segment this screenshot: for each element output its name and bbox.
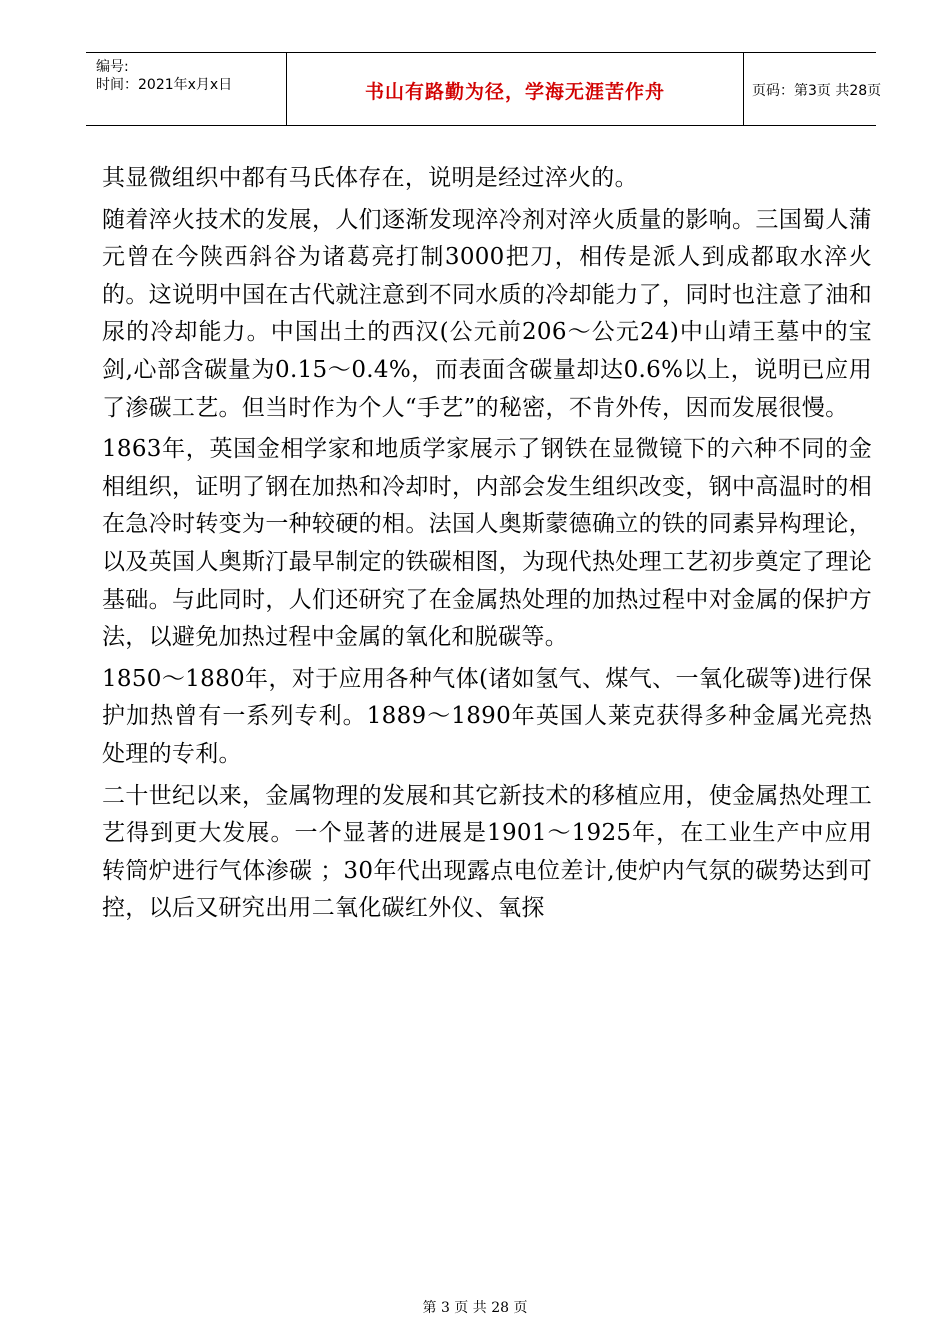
paragraph: 1863年，英国金相学家和地质学家展示了钢铁在显微镜下的六种不同的金相组织，证明了钢在加热和冷却时，内部会发生组织改变，钢中高温时的相在急冷时转变为一种较硬的相。法国人奥斯蒙德确立的铁的同素异构理论，以及英国人奥斯汀最早制定的铁碳相图，为现代热处理工艺初步奠定了理论基础。与此同时，人们还研究了在金属热处理的加热过程中对金属的保护方法，以避免加热过程中金属的氧化和脱碳等。: [102, 436, 872, 651]
header-meta: [86, 53, 286, 125]
paragraph: 1850～1880年，对于应用各种气体(诸如氢气、煤气、一氧化碳等)进行保护加热曾有一系列专利。1889～1890年英国人莱克获得多种金属光亮热处理的专利。: [102, 665, 872, 767]
document-time: 时间：2021年x月x日: [96, 77, 233, 93]
document-code-label: 编号:: [96, 59, 129, 75]
header-motto: 书山有路勤为径，学海无涯苦作舟: [364, 81, 665, 103]
header-page-info: 页码：第3页 共28页: [752, 83, 882, 99]
page-footer: 第 3 页 共 28 页: [422, 1300, 528, 1316]
header-motto-cell: [286, 53, 744, 125]
page-header: [86, 52, 882, 126]
paragraph: 随着淬火技术的发展，人们逐渐发现淬冷剂对淬火质量的影响。三国蜀人蒲元曾在今陕西斜谷为诸葛亮打制3000把刀，相传是派人到成都取水淬火的。这说明中国在古代就注意到不同水质的冷却能力了，同时也注意了油和尿的冷却能力。中国出土的西汉(公元前206～公元24)中山靖王墓中的宝剑,心部含碳量为0.15～0.4%，而表面含碳量却达0.6%以上，说明已应用了渗碳工艺。但当时作为个人“手艺”的秘密，不肯外传，因而发展很慢。: [102, 206, 872, 421]
paragraph: 二十世纪以来，金属物理的发展和其它新技术的移植应用，使金属热处理工艺得到更大发展。一个显著的进展是1901～1925年，在工业生产中应用转筒炉进行气体渗碳 ；30年代出现露点电位差计,使炉内气氛的碳势达到可控，以后又研究出用二氧化碳红外仪、氧探: [102, 782, 872, 922]
document-body: [102, 160, 872, 932]
paragraph: 其显微组织中都有马氏体存在，说明是经过淬火的。: [102, 165, 638, 191]
